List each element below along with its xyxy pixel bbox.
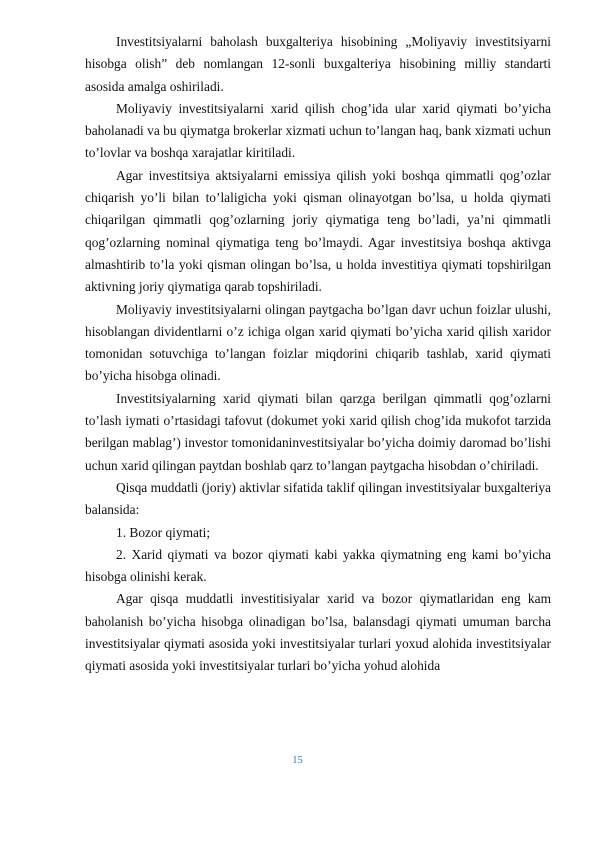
paragraph-5: Investitsiyalarning xarid qiymati bilan qarzga berilgan qimmatli qog’ozlarni to’lash iymati o’rtasidagi tafovut (dokumet yoki xarid qilish chog’ida mukofot tarzida berilgan mablag’) investor tomonidaninvestitsiyalar bo’yicha doimiy daromad bo’lishi uchun xarid qilingan paytdan boshlab qarz to’langan paytgacha hisobdan o’chiriladi.: [85, 390, 551, 473]
paragraph-1: Investitsiyalarni baholash buxgalteriya hisobining „Moliyaviy investitsiyarni hisobga olish” deb nomlangan 12-sonli buxgalteriya hisobining milliy standarti asosida amalga oshiriladi.: [85, 34, 551, 94]
paragraph-6: Qisqa muddatli (joriy) aktivlar sifatida taklif qilingan investitsiyalar buxgalteriya balansida:: [85, 479, 551, 518]
paragraph-4: Moliyaviy investitsiyalarni olingan paytgacha bo’lgan davr uchun foizlar ulushi, hisoblangan dividentlarni o’z ichiga olgan xarid qiymati bo’yicha xarid qilish xaridor tomonidan sotuvchiga to’langan foizlar miqdorini chiqarib tashlab, xarid qiymati bo’yicha hisobga olinadi.: [85, 301, 551, 384]
document-body: [85, 31, 551, 678]
paragraph-3: Agar investitsiya aktsiyalarni emissiya qilish yoki boshqa qimmatli qog’ozlar chiqarish yo’li bilan to’laligicha yoki qisman olinayotgan bo’lsa, u holda qiymati chiqarilgan qimmatli qog’ozlarning joriy qiymatiga teng bo’ladi, ya’ni qimmatli qog’ozlarning nominal qiymatiga teng bo’lmaydi. Agar investitsiya boshqa aktivga almashtirib to’la yoki qisman olingan bo’lsa, u holda investitiya qiymati topshirilgan aktivning joriy qiymatiga qarab topshiriladi.: [85, 167, 551, 295]
page-number: 15: [292, 755, 303, 766]
list-item-2: 2. Xarid qiymati va bozor qiymati kabi yakka qiymatning eng kami bo’yicha hisobga olinishi kerak.: [85, 546, 551, 585]
list-item-1: 1. Bozor qiymati;: [116, 524, 211, 540]
paragraph-7: Agar qisqa muddatli investitisiyalar xarid va bozor qiymatlaridan eng kam baholanish bo’yicha hisobga olinadigan bo’lsa, balansdagi qiymati umuman barcha investitsiyalar qiymati asosida yoki investitsiyalar turlari yoxud alohida investitsiyalar qiymati asosida yoki investitsiyalar turlari bo’yicha yohud alohida: [85, 591, 551, 674]
paragraph-2: Moliyaviy investitsiyalarni xarid qilish chog’ida ular xarid qiymati bo’yicha baholanadi va bu qiymatga brokerlar xizmati uchun to’langan haq, bank xizmati uchun to’lovlar va boshqa xarajatlar kiritiladi.: [85, 100, 551, 161]
